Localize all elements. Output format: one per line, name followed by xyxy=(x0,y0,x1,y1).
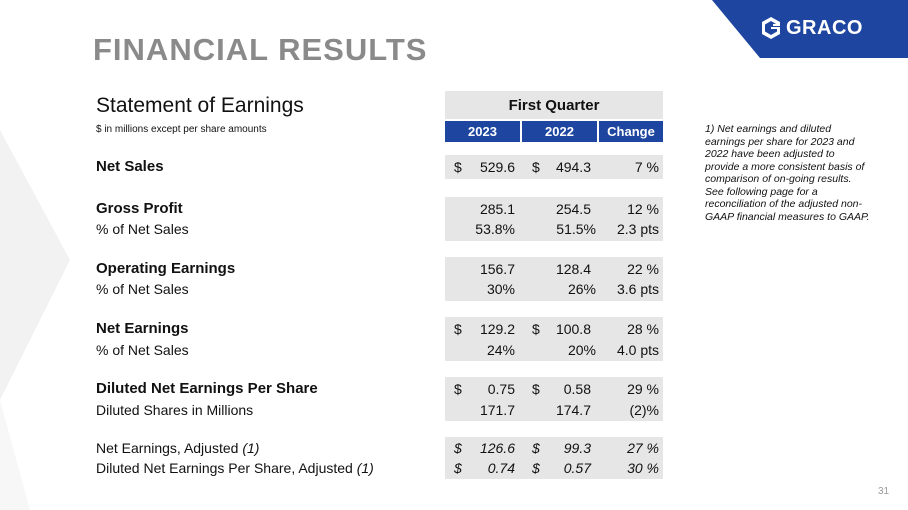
value-change: (2)% xyxy=(629,402,659,418)
currency-symbol: $ xyxy=(454,440,462,456)
value-2022: 128.4 xyxy=(555,261,591,277)
currency-symbol: $ xyxy=(454,381,462,397)
row-label-diluted-eps: Diluted Net Earnings Per Share xyxy=(96,380,318,397)
value-2023: 0.75 xyxy=(487,381,515,397)
row-label-diluted-shares: Diluted Shares in Millions xyxy=(96,402,254,418)
value-2022: 174.7 xyxy=(555,402,591,418)
row-label-gross-pct: % of Net Sales xyxy=(96,221,189,237)
value-2023: 171.7 xyxy=(479,402,515,418)
value-2023: 129.2 xyxy=(479,321,515,337)
value-2023: 126.6 xyxy=(479,440,515,456)
value-change: 22 % xyxy=(627,261,659,277)
footnote-ref: (1) xyxy=(356,460,374,476)
value-change: 7 % xyxy=(634,159,659,175)
row-label-net-earnings-adjusted xyxy=(96,440,259,456)
value-2023: 529.6 xyxy=(479,159,515,175)
row-label-net-sales: Net Sales xyxy=(96,158,164,175)
value-change: 3.6 pts xyxy=(616,281,659,297)
label-text: Net Earnings, Adjusted xyxy=(96,440,239,456)
currency-symbol: $ xyxy=(532,440,540,456)
value-change: 2.3 pts xyxy=(616,221,659,237)
graco-logo-icon xyxy=(760,16,782,40)
row-label-eps-adjusted xyxy=(96,460,374,476)
currency-symbol: $ xyxy=(532,381,540,397)
currency-symbol: $ xyxy=(532,321,540,337)
value-2022: 99.3 xyxy=(563,440,591,456)
row-label-net-pct: % of Net Sales xyxy=(96,342,189,358)
value-2022: 51.5% xyxy=(556,221,596,237)
currency-symbol: $ xyxy=(532,460,540,476)
statement-subtitle: $ in millions except per share amounts xyxy=(96,124,267,135)
value-change: 12 % xyxy=(627,201,659,217)
row-label-operating-pct: % of Net Sales xyxy=(96,281,189,297)
currency-symbol: $ xyxy=(454,321,462,337)
value-2022: 494.3 xyxy=(555,159,591,175)
value-change: 30 % xyxy=(627,460,659,476)
row-label-net-earnings: Net Earnings xyxy=(96,320,189,337)
row-label-gross-profit: Gross Profit xyxy=(96,200,183,217)
value-2023: 53.8% xyxy=(475,221,515,237)
footnote-text: 1) Net earnings and diluted earnings per share for 2023 and 2022 have been adjusted to provide a more consistent basis of comparison of on-going results. See following page for a reconciliation of the adjusted non-GAAP financial measures to GAAP. xyxy=(705,123,870,223)
column-header-2023: 2023 xyxy=(445,121,520,142)
row-label-operating-earnings: Operating Earnings xyxy=(96,260,236,277)
value-2023: 30% xyxy=(486,281,515,297)
page-number: 31 xyxy=(878,486,890,497)
page-title: FINANCIAL RESULTS xyxy=(93,32,428,67)
value-2022: 26% xyxy=(567,281,596,297)
value-2023: 0.74 xyxy=(487,460,515,476)
value-2023: 156.7 xyxy=(479,261,515,277)
currency-symbol: $ xyxy=(532,159,540,175)
value-2022: 254.5 xyxy=(555,201,591,217)
value-change: 27 % xyxy=(627,440,659,456)
value-change: 28 % xyxy=(627,321,659,337)
value-2023: 285.1 xyxy=(479,201,515,217)
value-2022: 0.58 xyxy=(563,381,591,397)
currency-symbol: $ xyxy=(454,460,462,476)
value-change: 29 % xyxy=(627,381,659,397)
column-header-change: Change xyxy=(599,121,663,142)
footnote-ref: (1) xyxy=(242,440,260,456)
value-change: 4.0 pts xyxy=(616,342,659,358)
value-2022: 20% xyxy=(567,342,596,358)
value-2023: 24% xyxy=(486,342,515,358)
period-header: First Quarter xyxy=(445,91,663,119)
column-header-2022: 2022 xyxy=(522,121,597,142)
label-text: Diluted Net Earnings Per Share, Adjusted xyxy=(96,460,353,476)
logo-text: GRACO xyxy=(786,17,863,39)
value-2022: 0.57 xyxy=(563,460,591,476)
currency-symbol: $ xyxy=(454,159,462,175)
statement-title: Statement of Earnings xyxy=(96,94,304,117)
value-2022: 100.8 xyxy=(555,321,591,337)
